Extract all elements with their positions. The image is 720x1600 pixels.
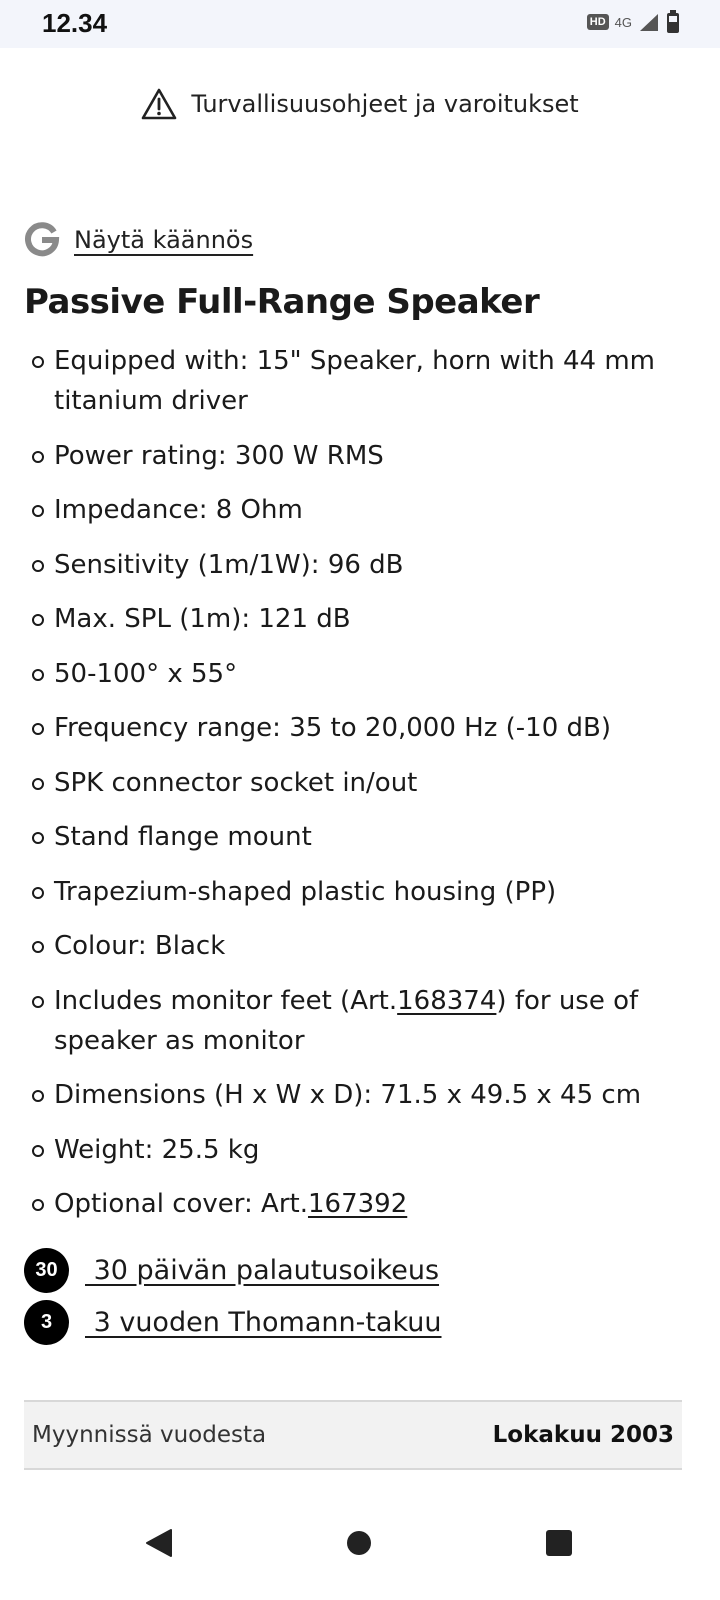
feature-item: Frequency range: 35 to 20,000 Hz (-10 dB) xyxy=(24,708,684,748)
warranty-link[interactable]: 3 vuoden Thomann-takuu xyxy=(85,1306,442,1338)
back-triangle-icon xyxy=(145,1528,173,1558)
battery-icon xyxy=(666,10,680,34)
warranty-row[interactable] xyxy=(24,1298,442,1346)
guarantees xyxy=(24,1246,442,1350)
warning-triangle-icon xyxy=(141,88,177,120)
recents-button[interactable] xyxy=(534,1518,584,1568)
warranty-years-badge: 3 xyxy=(24,1300,69,1345)
return-policy-row[interactable] xyxy=(24,1246,442,1294)
feature-text: Optional cover: Art. xyxy=(54,1189,308,1219)
feature-text: ) for use of speaker as monitor xyxy=(54,985,639,1056)
status-time: 12.34 xyxy=(42,8,108,38)
show-translation-row[interactable] xyxy=(24,222,253,258)
status-bar xyxy=(0,0,720,48)
on-sale-since-label: Myynnissä vuodesta xyxy=(32,1422,267,1448)
show-translation-link[interactable]: Näytä käännös xyxy=(74,226,254,254)
feature-item: SPK connector socket in/out xyxy=(24,763,684,803)
hd-badge: HD xyxy=(587,14,609,30)
network-label: 4G xyxy=(614,14,632,30)
safety-instructions-link[interactable] xyxy=(0,88,720,120)
feature-item: Weight: 25.5 kg xyxy=(24,1130,684,1170)
feature-text: Includes monitor feet (Art. xyxy=(54,985,398,1016)
feature-item: Impedance: 8 Ohm xyxy=(24,490,684,530)
back-button[interactable] xyxy=(134,1518,184,1568)
status-icons xyxy=(587,10,680,34)
recents-square-icon xyxy=(545,1529,573,1557)
return-days-badge: 30 xyxy=(24,1248,69,1293)
feature-item: Stand flange mount xyxy=(24,817,684,857)
feature-item: Equipped with: 15" Speaker, horn with 44 mm titanium driver xyxy=(24,341,684,421)
safety-label: Turvallisuusohjeet ja varoitukset xyxy=(191,90,579,118)
feature-item: 50-100° x 55° xyxy=(24,654,684,694)
feature-item: Colour: Black xyxy=(24,926,684,966)
feature-item: Sensitivity (1m/1W): 96 dB xyxy=(24,545,684,585)
feature-list xyxy=(24,341,684,1239)
product-title: Passive Full-Range Speaker xyxy=(24,282,540,322)
signal-icon xyxy=(638,12,660,32)
feature-item: Max. SPL (1m): 121 dB xyxy=(24,599,684,639)
navigation-bar xyxy=(0,1486,720,1600)
return-policy-link[interactable]: 30 päivän palautusoikeus xyxy=(85,1254,440,1286)
feature-item-monitor-feet xyxy=(24,981,684,1061)
google-g-icon xyxy=(24,222,60,258)
feature-item: Trapezium-shaped plastic housing (PP) xyxy=(24,872,684,912)
home-button[interactable] xyxy=(334,1518,384,1568)
cover-article-link[interactable]: 167392 xyxy=(307,1189,408,1219)
feature-item: Dimensions (H x W x D): 71.5 x 49.5 x 45 cm xyxy=(24,1075,684,1115)
home-circle-icon xyxy=(346,1530,372,1556)
feature-item: Power rating: 300 W RMS xyxy=(24,436,684,476)
monitor-feet-article-link[interactable]: 168374 xyxy=(397,985,497,1016)
on-sale-since-value: Lokakuu 2003 xyxy=(492,1422,674,1448)
on-sale-since-row xyxy=(24,1400,682,1470)
feature-item-optional-cover xyxy=(24,1184,684,1224)
